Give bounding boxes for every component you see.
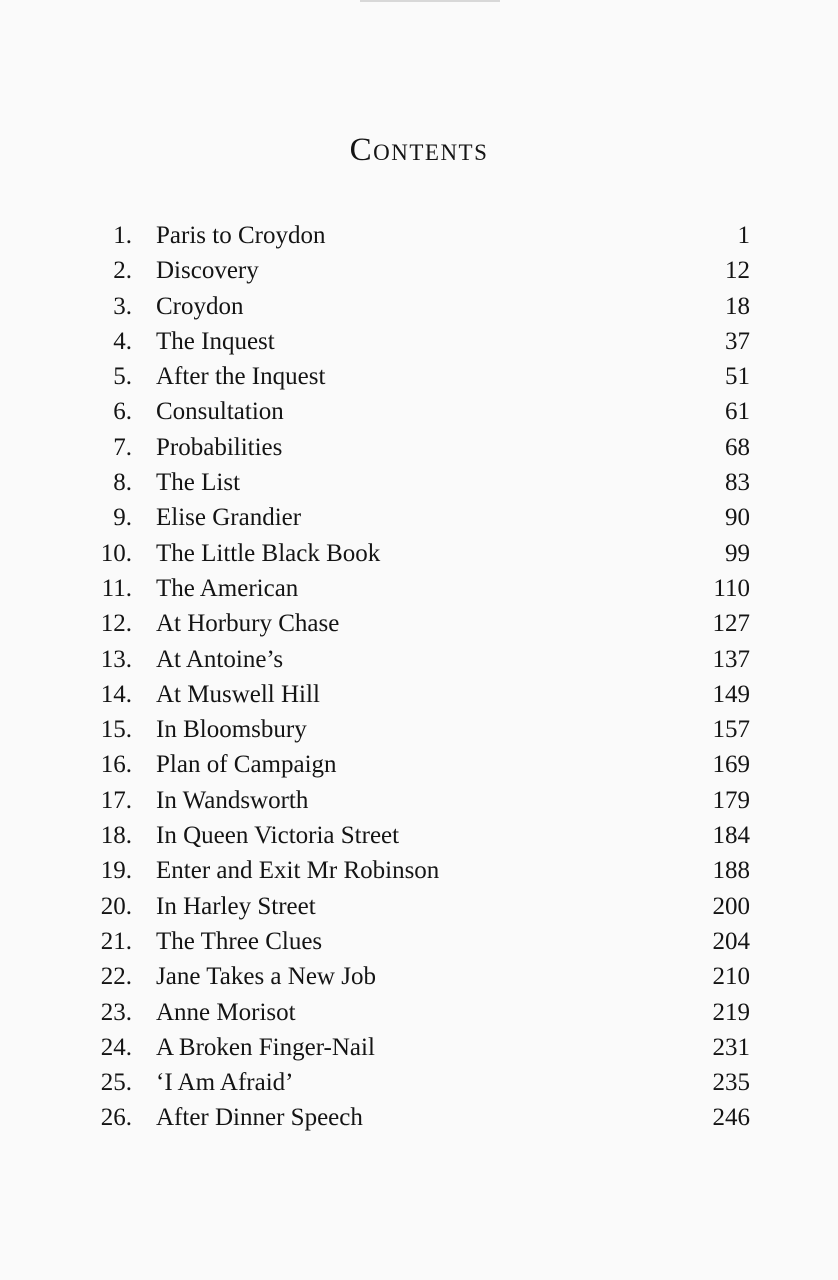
chapter-number: 10. — [100, 539, 132, 567]
chapter-number: 20. — [100, 892, 132, 920]
chapter-number: 16. — [100, 751, 132, 779]
chapter-number: 22. — [100, 963, 132, 991]
toc-entry — [0, 853, 838, 888]
table-of-contents — [0, 218, 838, 1136]
page-number: 18 — [725, 292, 750, 320]
toc-entry — [0, 677, 838, 712]
toc-entry — [0, 712, 838, 747]
page-number: 61 — [725, 398, 750, 426]
chapter-title: In Queen Victoria Street — [156, 822, 400, 850]
page-number: 157 — [712, 716, 750, 744]
toc-entry — [0, 218, 838, 253]
page-number: 83 — [725, 469, 750, 497]
chapter-title: At Antoine’s — [156, 645, 284, 673]
page-number: 99 — [725, 539, 750, 567]
chapter-number: 17. — [100, 786, 132, 814]
chapter-number: 9. — [113, 504, 132, 532]
chapter-number: 12. — [100, 610, 132, 638]
page-number: 12 — [725, 257, 750, 285]
page-top-edge — [360, 0, 500, 2]
chapter-title: After the Inquest — [156, 363, 326, 391]
chapter-title: In Wandsworth — [156, 786, 309, 814]
toc-entry — [0, 995, 838, 1030]
chapter-title: Discovery — [156, 257, 259, 285]
chapter-number: 3. — [113, 292, 132, 320]
chapter-number: 4. — [113, 327, 132, 355]
chapter-title: In Bloomsbury — [156, 716, 307, 744]
toc-entry — [0, 430, 838, 465]
chapter-number: 25. — [100, 1069, 132, 1097]
chapter-number: 14. — [100, 680, 132, 708]
page-number: 137 — [712, 645, 750, 673]
chapter-title: Plan of Campaign — [156, 751, 337, 779]
chapter-title: Paris to Croydon — [156, 222, 326, 249]
chapter-number: 23. — [100, 998, 132, 1026]
toc-entry — [0, 571, 838, 606]
contents-heading: Contents — [349, 132, 489, 168]
chapter-number: 7. — [113, 433, 132, 461]
page-number: 184 — [712, 822, 750, 850]
toc-entry — [0, 1030, 838, 1065]
page-number: 1 — [737, 222, 750, 249]
page-number: 169 — [712, 751, 750, 779]
chapter-number: 2. — [113, 257, 132, 285]
chapter-title: Jane Takes a New Job — [156, 963, 376, 991]
page-number: 68 — [725, 433, 750, 461]
chapter-title: ‘I Am Afraid’ — [156, 1069, 294, 1097]
chapter-title: Probabilities — [156, 433, 283, 461]
page-number: 149 — [712, 680, 750, 708]
chapter-title: The Three Clues — [156, 927, 323, 955]
chapter-title: At Muswell Hill — [156, 680, 320, 708]
page-number: 179 — [712, 786, 750, 814]
toc-entry — [0, 536, 838, 571]
chapter-number: 8. — [113, 469, 132, 497]
toc-entry — [0, 924, 838, 959]
page-number: 219 — [712, 998, 750, 1026]
toc-entry — [0, 606, 838, 641]
chapter-title: At Horbury Chase — [156, 610, 340, 638]
page-number: 90 — [725, 504, 750, 532]
page-number: 51 — [725, 363, 750, 391]
chapter-title: The Little Black Book — [156, 539, 381, 567]
toc-entry — [0, 465, 838, 500]
toc-entry — [0, 959, 838, 994]
page-number: 204 — [712, 927, 750, 955]
chapter-number: 19. — [100, 857, 132, 885]
toc-entry — [0, 818, 838, 853]
page-number: 235 — [712, 1069, 750, 1097]
chapter-number: 21. — [100, 927, 132, 955]
chapter-title: After Dinner Speech — [156, 1104, 363, 1132]
chapter-title: Anne Morisot — [156, 998, 296, 1026]
chapter-number: 1. — [113, 222, 132, 249]
chapter-title: A Broken Finger-Nail — [156, 1033, 375, 1061]
toc-entry — [0, 289, 838, 324]
page-number: 188 — [712, 857, 750, 885]
toc-entry — [0, 1065, 838, 1100]
page-number: 37 — [725, 327, 750, 355]
toc-entry — [0, 783, 838, 818]
toc-entry — [0, 324, 838, 359]
chapter-title: The List — [156, 469, 241, 497]
chapter-title: The American — [156, 574, 299, 602]
toc-entry — [0, 889, 838, 924]
page-number: 200 — [712, 892, 750, 920]
toc-entry — [0, 500, 838, 535]
chapter-number: 24. — [100, 1033, 132, 1061]
chapter-number: 6. — [113, 398, 132, 426]
toc-entry — [0, 359, 838, 394]
chapter-number: 26. — [100, 1104, 132, 1132]
page-number: 127 — [712, 610, 750, 638]
chapter-title: In Harley Street — [156, 892, 316, 920]
toc-entry — [0, 642, 838, 677]
toc-entry — [0, 1100, 838, 1135]
page-number: 110 — [713, 574, 750, 602]
page-number: 210 — [712, 963, 750, 991]
toc-entry — [0, 747, 838, 782]
toc-entry — [0, 253, 838, 288]
chapter-number: 18. — [100, 822, 132, 850]
chapter-title: Croydon — [156, 292, 244, 320]
page-number: 231 — [712, 1033, 750, 1061]
chapter-number: 13. — [100, 645, 132, 673]
chapter-title: The Inquest — [156, 327, 275, 355]
toc-entry — [0, 394, 838, 429]
chapter-title: Consultation — [156, 398, 284, 426]
chapter-title: Enter and Exit Mr Robinson — [156, 857, 440, 885]
page-number: 246 — [712, 1104, 750, 1132]
chapter-title: Elise Grandier — [156, 504, 302, 532]
chapter-number: 5. — [113, 363, 132, 391]
chapter-number: 15. — [100, 716, 132, 744]
chapter-number: 11. — [101, 574, 132, 602]
